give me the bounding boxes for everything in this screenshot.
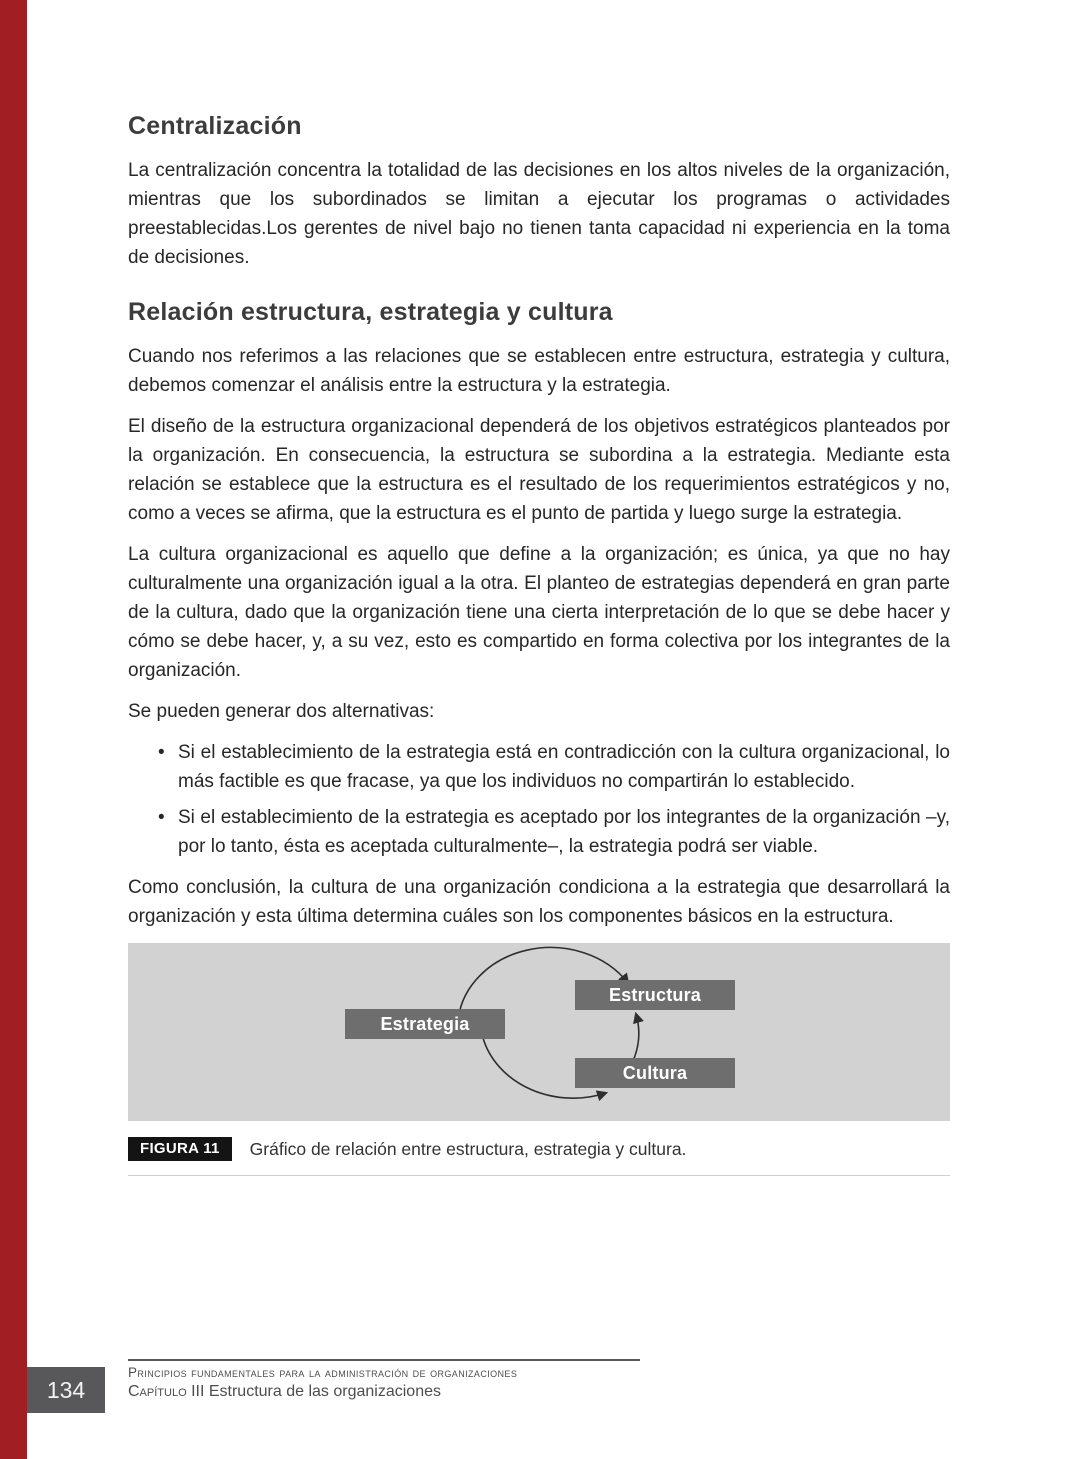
list-item-text: Si el establecimiento de la estrategia es aceptado por los integrantes de la organización –y, por lo tanto, ésta es aceptada culturalmente–, la estrategia podrá ser viable.	[178, 807, 950, 857]
left-accent-bar	[0, 0, 27, 1459]
heading-centralizacion: Centralización	[128, 112, 302, 140]
list-item	[128, 738, 950, 796]
footer-book-title: Principios fundamentales para la administración de organizaciones	[128, 1365, 518, 1380]
footer-rule	[128, 1359, 640, 1361]
node-estructura: Estructura	[575, 980, 735, 1010]
figure-caption	[128, 1137, 950, 1176]
node-estrategia: Estrategia	[345, 1009, 505, 1039]
paragraph-centralizacion: La centralización concentra la totalidad de las decisiones en los altos niveles de la organización, mientras que los subordinados se limitan a ejecutar los programas o actividades preestablecidas.Los gerentes de nivel bajo no tienen tanta capacidad ni experiencia en la toma de decisiones.	[128, 160, 950, 268]
alternatives-list	[128, 738, 950, 861]
footer-chapter-title: Estructura de las organizaciones	[208, 1383, 441, 1400]
list-item	[128, 803, 950, 861]
node-cultura: Cultura	[575, 1058, 735, 1088]
footer-chapter	[128, 1383, 441, 1401]
heading-relacion: Relación estructura, estrategia y cultura	[128, 298, 613, 326]
bullet-marker	[158, 803, 178, 861]
page-number-badge: 134	[27, 1367, 105, 1413]
paragraph-relacion-2: El diseño de la estructura organizacional dependerá de los objetivos estratégicos planteados por la organización. En consecuencia, la estructura se subordina a la estrategia. Mediante esta relación se establece que la estructura es el resultado de los requerimientos estratégicos y no, como a veces se afirma, que la estructura es el punto de partida y luego surge la estrategia.	[128, 416, 950, 524]
figure-caption-text: Gráfico de relación entre estructura, estrategia y cultura.	[249, 1138, 687, 1159]
cycle-arrows-graphic	[128, 943, 950, 1121]
paragraph-conclusion: Como conclusión, la cultura de una organización condiciona a la estrategia que desarrollará la organización y esta última determina cuáles son los componentes básicos en la estructura.	[128, 877, 950, 927]
footer-chapter-label: Capítulo III	[128, 1383, 205, 1400]
figure-11	[128, 943, 950, 1121]
list-item-text: Si el establecimiento de la estrategia está en contradicción con la cultura organizacional, lo más factible es que fracase, ya que los individuos no compartirán lo establecido.	[178, 742, 950, 792]
paragraph-relacion-3: La cultura organizacional es aquello que define a la organización; es única, ya que no hay culturalmente una organización igual a la otra. El planteo de estrategias dependerá en gran parte de la cultura, dado que la organización tiene una cierta interpretación de lo que se debe hacer y cómo se debe hacer, y, a su vez, esto es compartido en forma colectiva por los integrantes de la organización.	[128, 544, 950, 681]
figure-caption-label: FIGURA 11	[128, 1137, 232, 1161]
paragraph-relacion-1: Cuando nos referimos a las relaciones que se establecen entre estructura, estrategia y cultura, debemos comenzar el análisis entre la estructura y la estrategia.	[128, 346, 950, 396]
paragraph-alternativas-intro: Se pueden generar dos alternativas:	[128, 701, 435, 722]
page-content	[128, 112, 950, 1176]
bullet-marker	[158, 738, 178, 796]
